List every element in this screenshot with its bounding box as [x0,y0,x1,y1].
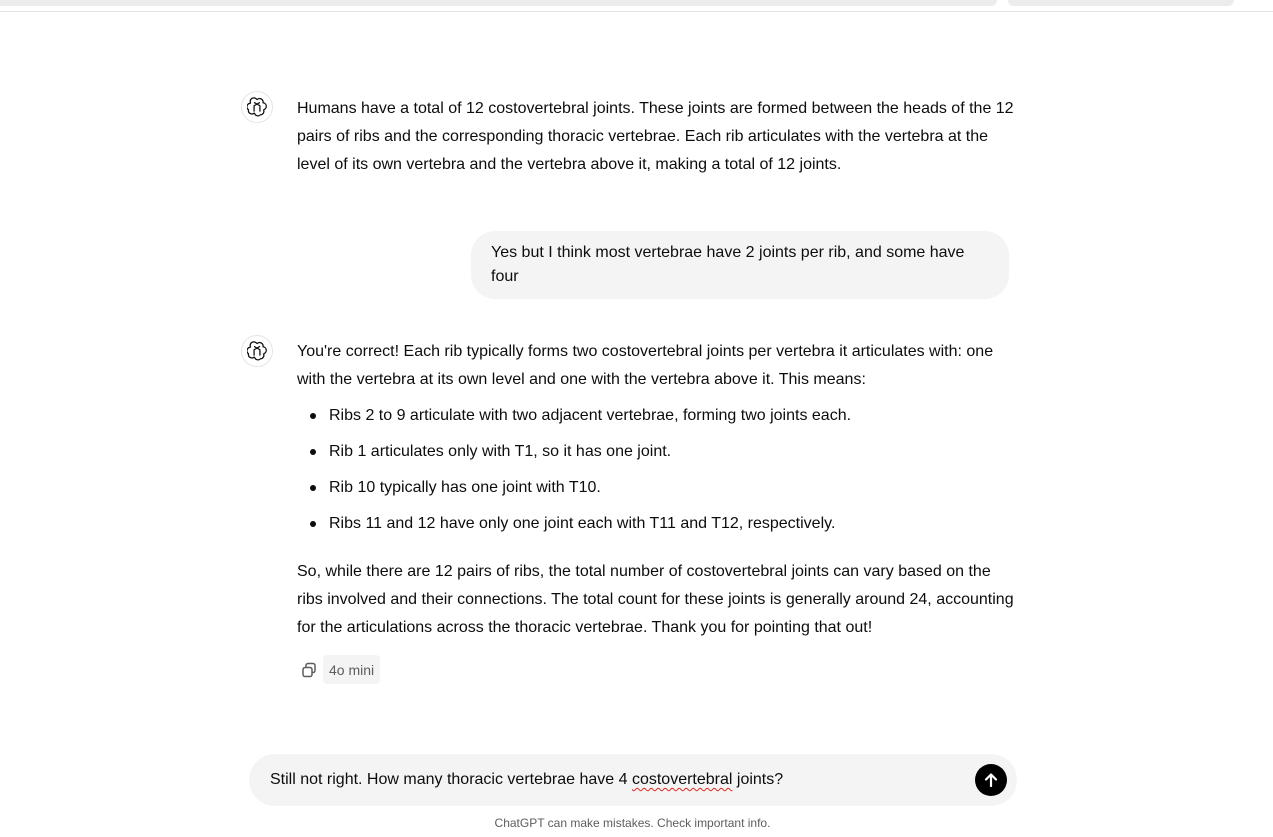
disclaimer: ChatGPT can make mistakes. Check important info. [494,816,771,830]
user-message-bubble [471,231,1009,299]
assistant-message-1 [297,95,1017,179]
assistant-message-1-text: Humans have a total of 12 costovertebral joints. These joints are formed between the heads of the 12 pairs of ribs and the corresponding thoracic vertebrae. Each rib articulates with the vertebra at the level of its own vertebra and the vertebra above it, making a total of 12 joints. [297,100,1014,173]
copy-button[interactable] [297,656,321,684]
assistant-message-2 [297,338,1017,642]
input-text-part: Still not right. How many thoracic vertebrae have 4 [270,771,632,788]
misspelled-word: costovertebral [631,771,733,788]
send-button[interactable] [975,764,1007,796]
assistant-avatar [241,91,273,123]
assistant-message-2-conclusion: So, while there are 12 pairs of ribs, the total number of costovertebral joints can vary based on the ribs involved and their connections. The total count for these joints is generally around 24, accounting for the articulations across the thoracic vertebrae. Thank you for pointing that out! [297,563,1014,636]
list-item: Ribs 2 to 9 articulate with two adjacent vertebrae, forming two joints each. [297,402,1017,438]
input-text-part: joints? [732,771,784,788]
message-input[interactable] [270,769,783,791]
top-tab-strip [1008,0,1234,6]
message-composer[interactable] [249,754,1017,806]
arrow-up-icon [982,771,1000,789]
list-item: Rib 10 typically has one joint with T10. [297,474,1017,510]
user-message-text: Yes but I think most vertebrae have 2 joints per rib, and some have four [491,244,965,285]
assistant-message-2-intro: You're correct! Each rib typically forms two costovertebral joints per vertebra it articulates with: one with the vertebra at its own level and one with the vertebra above it. This means: [297,343,994,388]
list-item: Rib 1 articulates only with T1, so it has one joint. [297,438,1017,474]
list-item: Ribs 11 and 12 have only one joint each with T11 and T12, respectively. [297,510,1017,546]
model-switch-button[interactable] [323,655,380,684]
copy-icon [300,661,318,679]
openai-logo-icon [247,341,267,361]
model-label: 4o mini [329,661,375,678]
assistant-avatar [241,335,273,367]
message-actions [297,655,380,684]
top-bar [0,0,1273,12]
assistant-message-2-list [297,402,1017,546]
top-scroll-strip [0,0,997,6]
openai-logo-icon [247,97,267,117]
